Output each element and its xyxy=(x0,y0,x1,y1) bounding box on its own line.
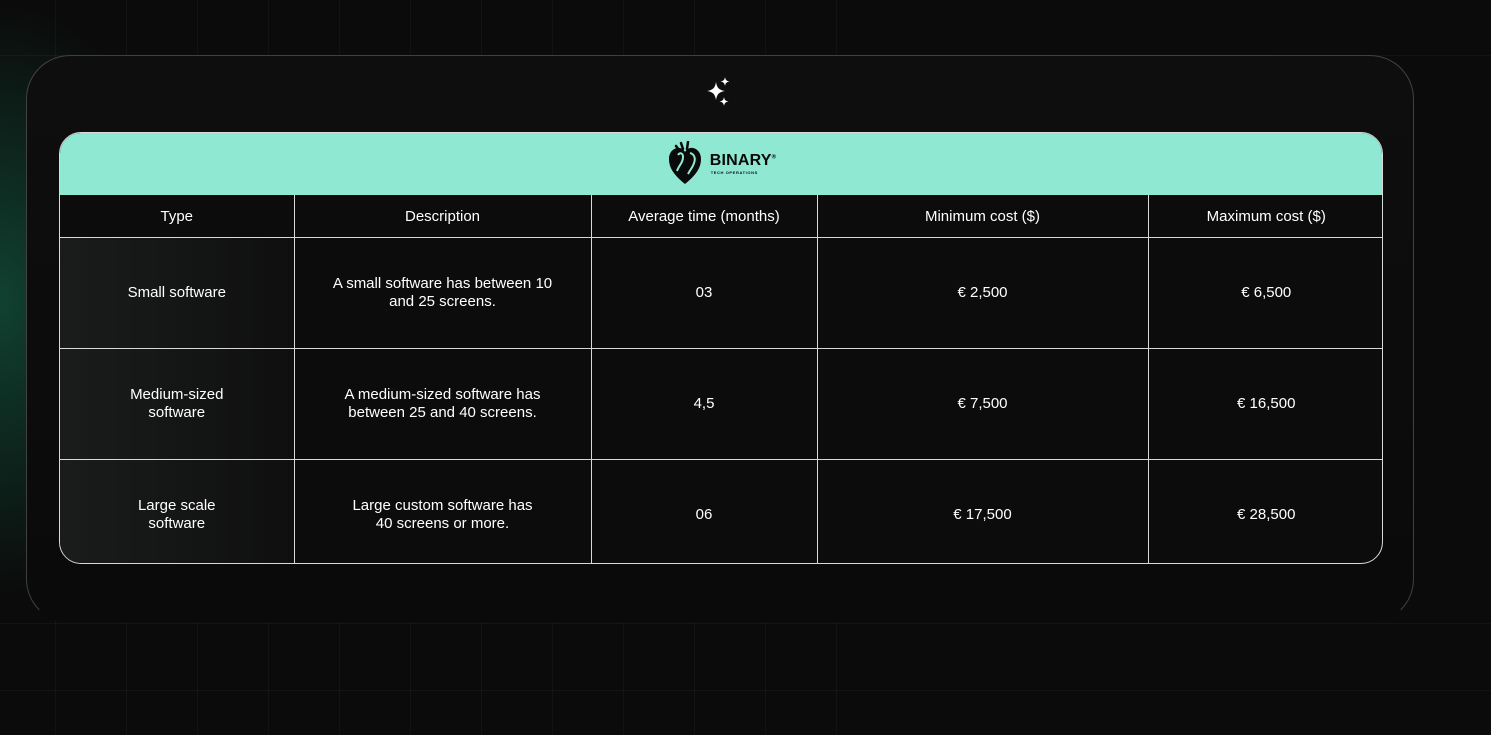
average-time-cell: 06 xyxy=(591,460,817,565)
description-text: A small software has between 10 and 25 screens. xyxy=(332,275,553,310)
description-text: A medium-sized software has between 25 and 40 screens. xyxy=(344,386,541,421)
minimum-cost-cell: € 7,500 xyxy=(817,349,1148,460)
type-cell xyxy=(60,349,294,460)
type-text: Large scale software xyxy=(137,497,216,532)
grid-line xyxy=(0,623,1491,624)
minimum-cost-cell: € 17,500 xyxy=(817,460,1148,565)
column-header-average-time: Average time (months) xyxy=(591,195,817,238)
grid-line xyxy=(0,690,1491,691)
type-text: Medium-sized software xyxy=(130,386,224,421)
minimum-cost-cell: € 2,500 xyxy=(817,238,1148,349)
description-cell xyxy=(294,238,591,349)
description-cell xyxy=(294,460,591,565)
table-header-row xyxy=(60,195,1383,238)
brand-name-text: BINARY xyxy=(709,152,772,169)
table-row xyxy=(60,460,1383,565)
sparkle-icon xyxy=(706,76,732,108)
heart-logo-icon xyxy=(666,141,704,187)
brand-tagline: TECH OPERATIONS xyxy=(710,170,758,175)
type-text: Small software xyxy=(127,284,226,301)
average-time-cell: 03 xyxy=(591,238,817,349)
description-cell xyxy=(294,349,591,460)
table-row xyxy=(60,238,1383,349)
average-time-cell: 4,5 xyxy=(591,349,817,460)
column-header-description: Description xyxy=(294,195,591,238)
brand-wordmark xyxy=(710,153,777,175)
maximum-cost-cell: € 6,500 xyxy=(1148,238,1383,349)
type-cell xyxy=(60,238,294,349)
brand-header xyxy=(60,133,1382,195)
type-cell xyxy=(60,460,294,565)
maximum-cost-cell: € 16,500 xyxy=(1148,349,1383,460)
brand-name xyxy=(710,153,777,169)
description-text: Large custom software has 40 screens or more. xyxy=(352,497,533,532)
cost-table xyxy=(60,195,1383,564)
table-row xyxy=(60,349,1383,460)
maximum-cost-cell: € 28,500 xyxy=(1148,460,1383,565)
column-header-minimum-cost: Minimum cost ($) xyxy=(817,195,1148,238)
column-header-maximum-cost: Maximum cost ($) xyxy=(1148,195,1383,238)
registered-mark: ® xyxy=(771,154,777,161)
column-header-type: Type xyxy=(60,195,294,238)
pricing-table xyxy=(59,132,1383,564)
